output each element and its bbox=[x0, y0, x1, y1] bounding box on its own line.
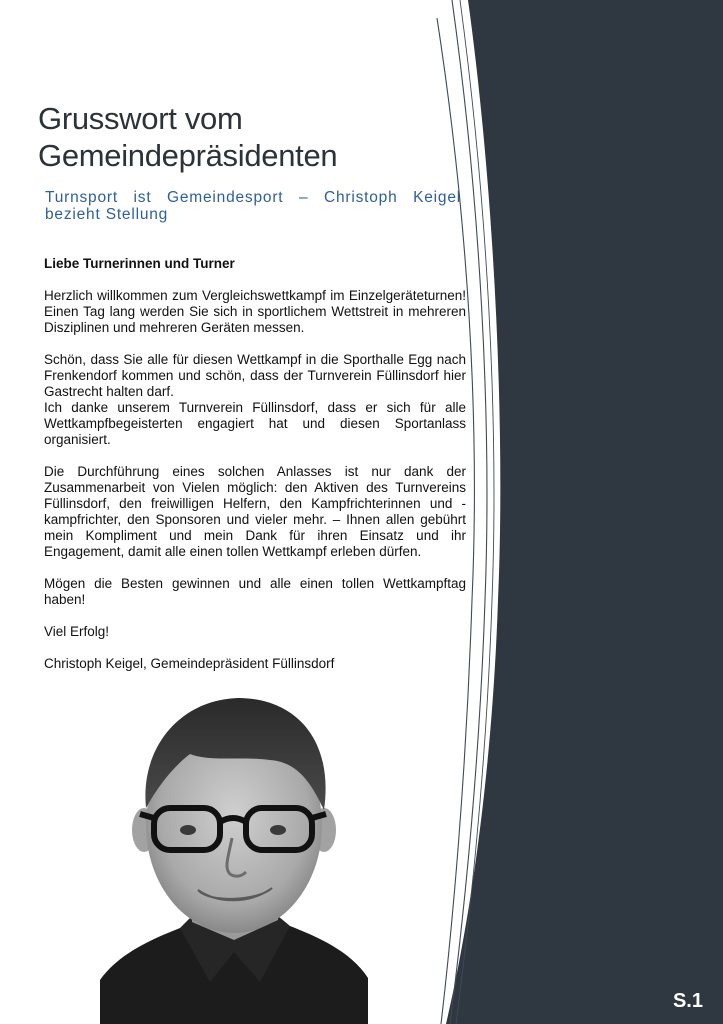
right-eye bbox=[270, 825, 286, 835]
signature: Christoph Keigel, Gemeindepräsident Füllinsdorf bbox=[44, 656, 335, 671]
page-number: S.1 bbox=[672, 990, 703, 1012]
letter-body bbox=[44, 256, 466, 688]
paragraph: Schön, dass Sie alle für diesen Wettkampf in die Sporthalle Egg nach Frenkendorf kommen und schön, dass der Turnverein Füllinsdorf hier Gastrecht halten darf. bbox=[44, 352, 466, 399]
portrait-photo bbox=[100, 690, 368, 1024]
paragraph: Mögen die Besten gewinnen und alle einen tollen Wettkampftag haben! bbox=[44, 576, 466, 607]
dark-side-panel bbox=[446, 0, 723, 1024]
left-eye bbox=[180, 825, 196, 835]
paragraph: Ich danke unserem Turnverein Füllinsdorf, dass er sich für alle Wettkampfbegeisterten engagiert hat und diesen Sportanlass organisiert. bbox=[44, 400, 466, 447]
paragraph: Herzlich willkommen zum Vergleichswettkampf im Einzelgeräteturnen! Einen Tag lang werden Sie sich in sportlichem Wettstreit in mehreren Disziplinen und mehreren Geräten messen. bbox=[44, 288, 466, 335]
page-subtitle: Turnsport ist Gemeindesport – Christoph Keigel bezieht Stellung bbox=[45, 189, 461, 223]
salutation: Liebe Turnerinnen und Turner bbox=[44, 256, 235, 271]
paragraph: Die Durchführung eines solchen Anlasses ist nur dank der Zusammenarbeit von Vielen möglich: den Aktiven des Turnvereins Füllinsdorf, den freiwilligen Helfern, den Kampfrichterinnen und -kampfrichter, den Sponsoren und vieler mehr. – Ihnen allen gebührt mein Kompliment und mein Dank für ihren Einsatz und ihr Engagement, damit alle einen tollen Wettkampf erleben dürfen. bbox=[44, 464, 466, 559]
closing-line: Viel Erfolg! bbox=[44, 624, 110, 639]
page-title: Grusswort vom Gemeindepräsidenten bbox=[38, 101, 338, 173]
